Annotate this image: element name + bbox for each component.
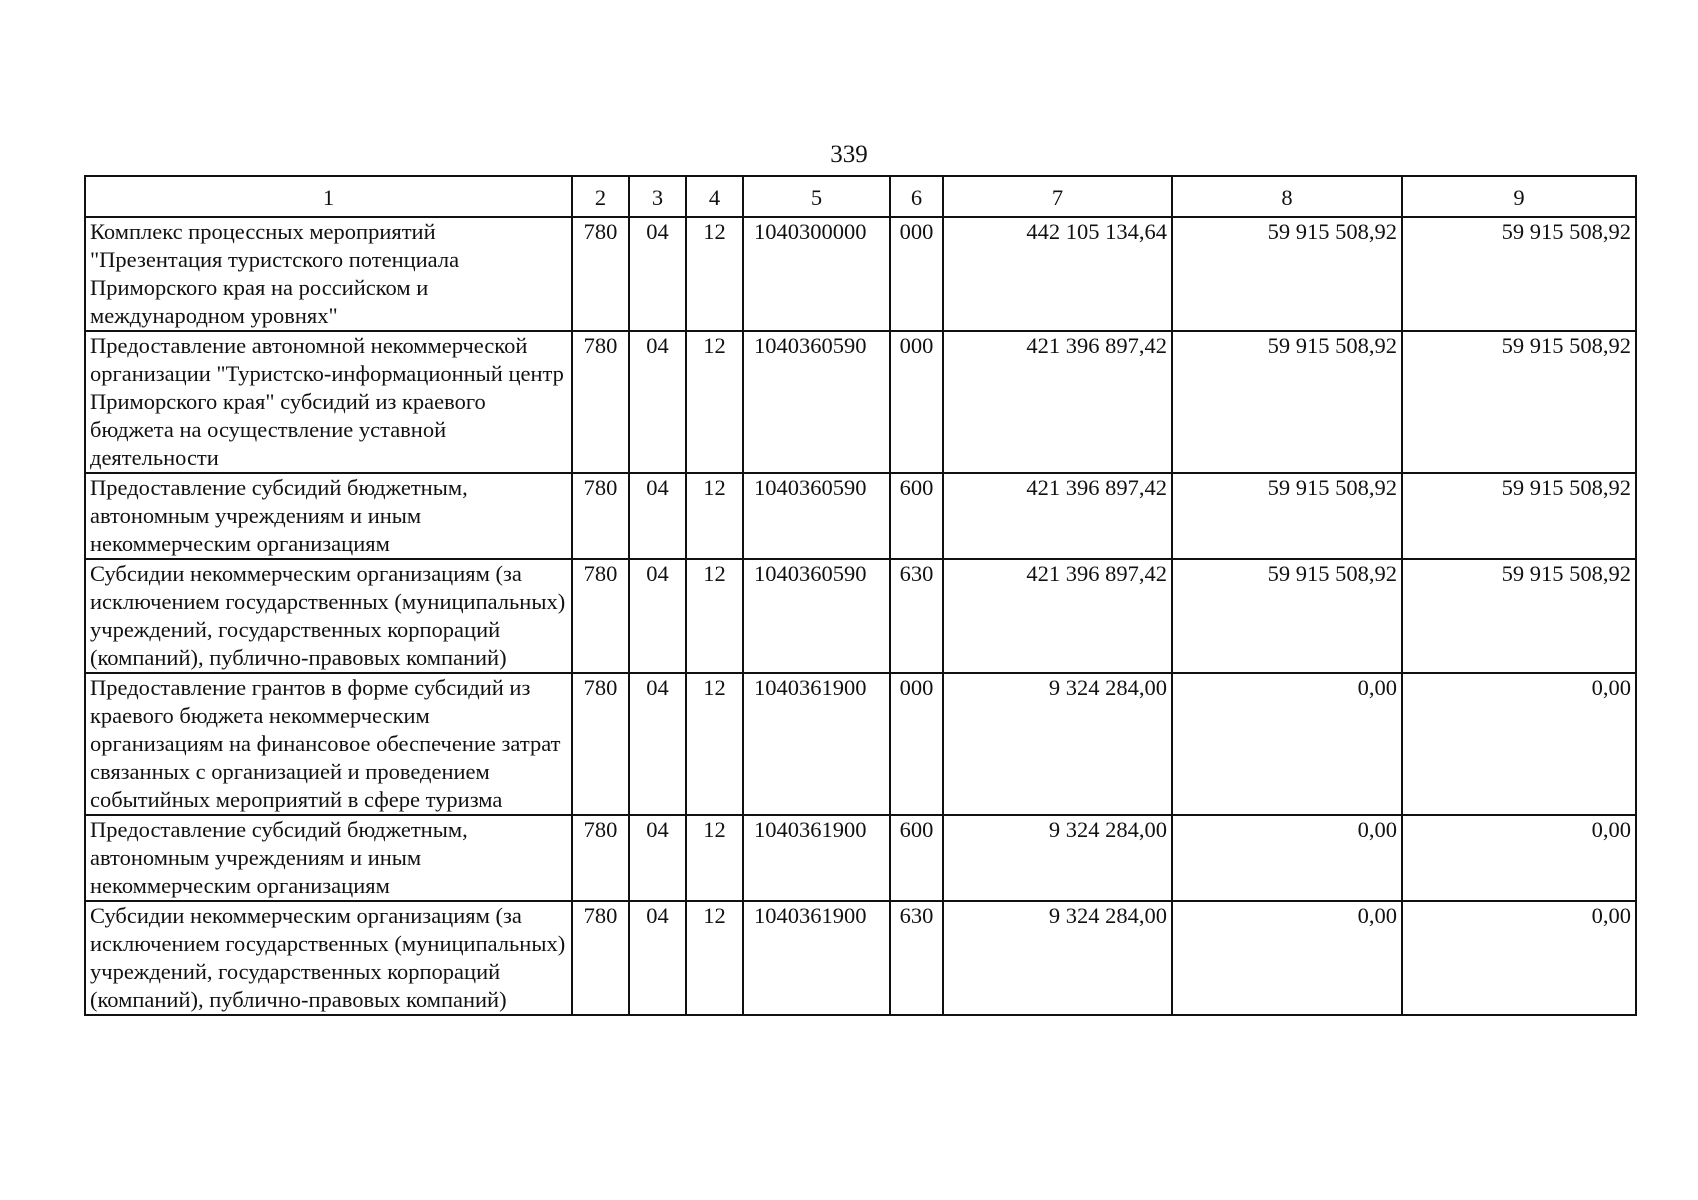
section-code: 04 bbox=[629, 559, 686, 673]
expense-type-code: 600 bbox=[890, 815, 943, 901]
section-code: 04 bbox=[629, 673, 686, 815]
amount-col8: 0,00 bbox=[1172, 673, 1402, 815]
amount-col7: 421 396 897,42 bbox=[943, 559, 1172, 673]
subsection-code: 12 bbox=[686, 473, 743, 559]
row-description: Комплекс процессных мероприятий "Презентация туристского потенциала Приморского края на российском и международном уровнях" bbox=[85, 217, 572, 331]
column-header: 8 bbox=[1172, 176, 1402, 217]
ministry-code: 780 bbox=[572, 473, 629, 559]
subsection-code: 12 bbox=[686, 673, 743, 815]
ministry-code: 780 bbox=[572, 901, 629, 1015]
expense-type-code: 600 bbox=[890, 473, 943, 559]
row-description: Предоставление автономной некоммерческой организации "Туристско-информационный центр Приморского края" субсидий из краевого бюджета на осуществление уставной деятельности bbox=[85, 331, 572, 473]
section-code: 04 bbox=[629, 901, 686, 1015]
ministry-code: 780 bbox=[572, 559, 629, 673]
expense-type-code: 000 bbox=[890, 331, 943, 473]
ministry-code: 780 bbox=[572, 673, 629, 815]
row-description: Предоставление субсидий бюджетным, автономным учреждениям и иным некоммерческим организациям bbox=[85, 473, 572, 559]
ministry-code: 780 bbox=[572, 331, 629, 473]
expense-type-code: 630 bbox=[890, 901, 943, 1015]
amount-col9: 59 915 508,92 bbox=[1402, 217, 1636, 331]
section-code: 04 bbox=[629, 331, 686, 473]
header-row bbox=[85, 176, 1636, 217]
section-code: 04 bbox=[629, 217, 686, 331]
amount-col7: 9 324 284,00 bbox=[943, 673, 1172, 815]
target-item-code: 1040300000 bbox=[743, 217, 890, 331]
column-header: 2 bbox=[572, 176, 629, 217]
table-row bbox=[85, 559, 1636, 673]
row-description: Субсидии некоммерческим организациям (за исключением государственных (муниципальных) учреждений, государственных корпораций (компаний), публично-правовых компаний) bbox=[85, 559, 572, 673]
section-code: 04 bbox=[629, 473, 686, 559]
column-header: 3 bbox=[629, 176, 686, 217]
target-item-code: 1040361900 bbox=[743, 901, 890, 1015]
table-row bbox=[85, 815, 1636, 901]
section-code: 04 bbox=[629, 815, 686, 901]
table-row bbox=[85, 901, 1636, 1015]
amount-col9: 59 915 508,92 bbox=[1402, 473, 1636, 559]
amount-col9: 59 915 508,92 bbox=[1402, 331, 1636, 473]
column-header: 1 bbox=[85, 176, 572, 217]
table-row bbox=[85, 473, 1636, 559]
target-item-code: 1040360590 bbox=[743, 559, 890, 673]
table-row bbox=[85, 217, 1636, 331]
expense-type-code: 000 bbox=[890, 217, 943, 331]
column-header: 4 bbox=[686, 176, 743, 217]
amount-col8: 59 915 508,92 bbox=[1172, 473, 1402, 559]
amount-col8: 59 915 508,92 bbox=[1172, 559, 1402, 673]
amount-col7: 9 324 284,00 bbox=[943, 901, 1172, 1015]
row-description: Предоставление грантов в форме субсидий из краевого бюджета некоммерческим организациям на финансовое обеспечение затрат связанных с организацией и проведением событийных мероприятий в сфере туризма bbox=[85, 673, 572, 815]
amount-col8: 59 915 508,92 bbox=[1172, 331, 1402, 473]
column-header: 9 bbox=[1402, 176, 1636, 217]
column-header: 6 bbox=[890, 176, 943, 217]
amount-col9: 0,00 bbox=[1402, 815, 1636, 901]
target-item-code: 1040361900 bbox=[743, 815, 890, 901]
budget-table bbox=[84, 175, 1637, 1016]
ministry-code: 780 bbox=[572, 815, 629, 901]
table-row bbox=[85, 331, 1636, 473]
amount-col9: 0,00 bbox=[1402, 673, 1636, 815]
row-description: Предоставление субсидий бюджетным, автономным учреждениям и иным некоммерческим организациям bbox=[85, 815, 572, 901]
page-number: 339 bbox=[830, 141, 868, 168]
amount-col7: 421 396 897,42 bbox=[943, 331, 1172, 473]
target-item-code: 1040360590 bbox=[743, 331, 890, 473]
subsection-code: 12 bbox=[686, 901, 743, 1015]
amount-col7: 442 105 134,64 bbox=[943, 217, 1172, 331]
amount-col9: 59 915 508,92 bbox=[1402, 559, 1636, 673]
subsection-code: 12 bbox=[686, 217, 743, 331]
column-header: 5 bbox=[743, 176, 890, 217]
amount-col8: 0,00 bbox=[1172, 901, 1402, 1015]
ministry-code: 780 bbox=[572, 217, 629, 331]
row-description: Субсидии некоммерческим организациям (за исключением государственных (муниципальных) учреждений, государственных корпораций (компаний), публично-правовых компаний) bbox=[85, 901, 572, 1015]
expense-type-code: 630 bbox=[890, 559, 943, 673]
amount-col9: 0,00 bbox=[1402, 901, 1636, 1015]
amount-col7: 9 324 284,00 bbox=[943, 815, 1172, 901]
subsection-code: 12 bbox=[686, 559, 743, 673]
amount-col8: 0,00 bbox=[1172, 815, 1402, 901]
column-header: 7 bbox=[943, 176, 1172, 217]
table-row bbox=[85, 673, 1636, 815]
expense-type-code: 000 bbox=[890, 673, 943, 815]
subsection-code: 12 bbox=[686, 331, 743, 473]
amount-col7: 421 396 897,42 bbox=[943, 473, 1172, 559]
target-item-code: 1040361900 bbox=[743, 673, 890, 815]
target-item-code: 1040360590 bbox=[743, 473, 890, 559]
subsection-code: 12 bbox=[686, 815, 743, 901]
amount-col8: 59 915 508,92 bbox=[1172, 217, 1402, 331]
